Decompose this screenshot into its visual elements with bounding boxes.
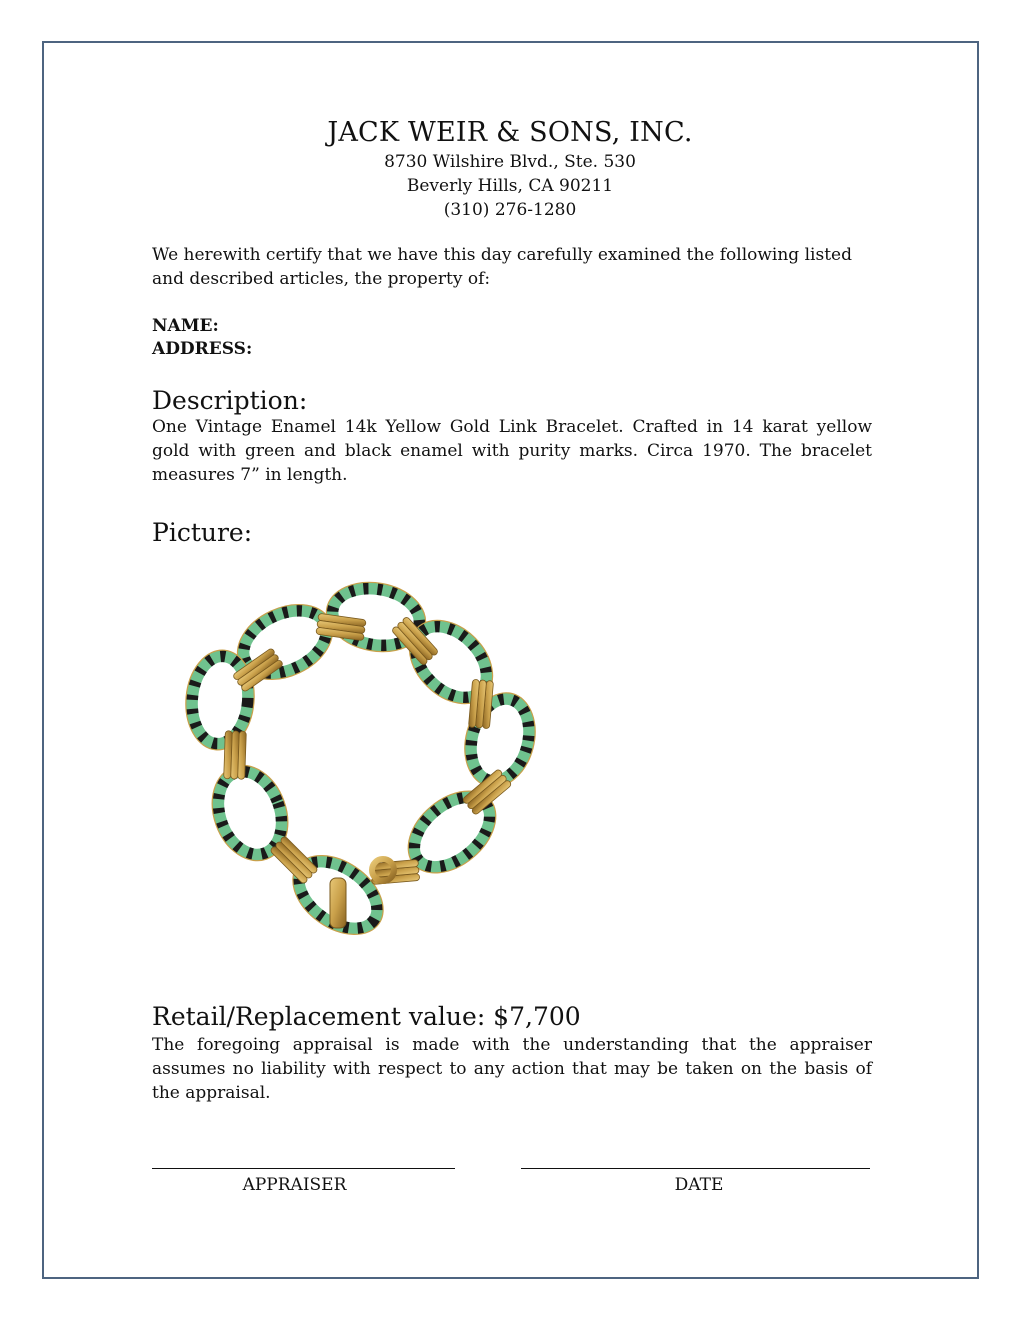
description-body: One Vintage Enamel 14k Yellow Gold Link Bracelet. Crafted in 14 karat yellow gold with green and black enamel with purity marks. Circa 1970. The bracelet measures 7” in length.	[152, 417, 872, 485]
picture-title: Picture:	[152, 518, 253, 547]
date-signature-line	[521, 1168, 870, 1169]
description-title: Description:	[152, 386, 308, 415]
appraiser-signature-line	[152, 1168, 455, 1169]
certification-intro: We herewith certify that we have this day carefully examined the following listed and described articles, the property of:	[152, 245, 852, 289]
liability-disclaimer: The foregoing appraisal is made with the understanding that the appraiser assumes no liability with respect to any action that may be taken on the basis of the appraisal.	[152, 1035, 872, 1103]
company-phone: (310) 276-1280	[443, 200, 577, 220]
company-address-line1: 8730 Wilshire Blvd., Ste. 530	[384, 152, 636, 172]
company-name: JACK WEIR & SONS, INC.	[327, 117, 693, 148]
name-label: NAME:	[152, 316, 219, 336]
date-label: DATE	[674, 1175, 724, 1195]
retail-value: Retail/Replacement value: $7,700	[152, 1002, 581, 1031]
address-label: ADDRESS:	[152, 339, 253, 359]
bracelet-image	[170, 570, 560, 960]
company-address-line2: Beverly Hills, CA 90211	[406, 176, 614, 196]
appraiser-label: APPRAISER	[242, 1175, 347, 1195]
